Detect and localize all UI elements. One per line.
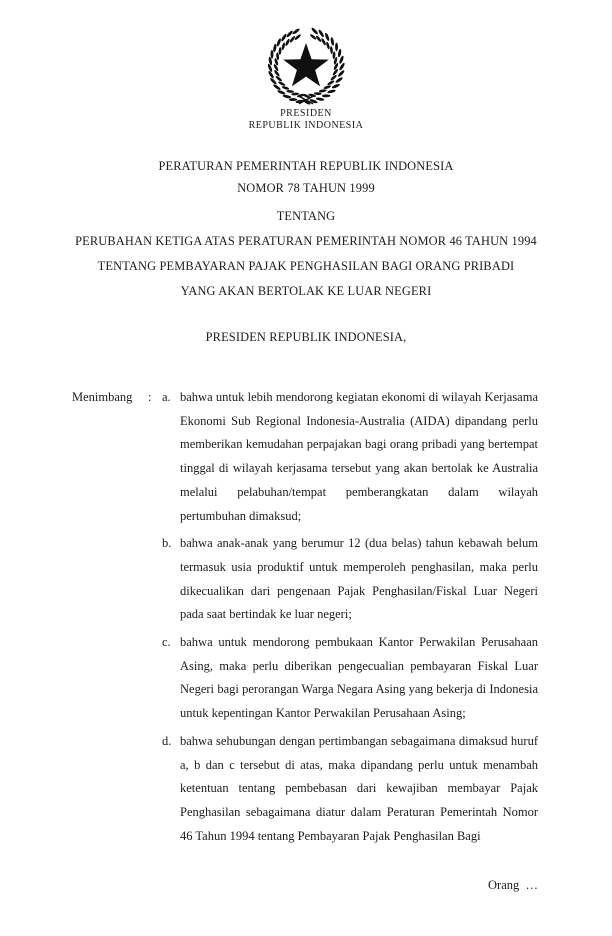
- letterhead-republik-indonesia: REPUBLIK INDONESIA: [248, 120, 364, 131]
- considering-section: [72, 386, 538, 848]
- considering-label: Menimbang: [72, 390, 133, 404]
- considering-items: [162, 386, 538, 848]
- considering-item-c: [162, 631, 538, 726]
- considering-colon: :: [148, 390, 152, 404]
- presidential-emblem: [0, 24, 612, 132]
- considering-item-b: [162, 532, 538, 627]
- item-marker-a: a.: [162, 390, 171, 404]
- letterhead-presiden: PRESIDEN: [280, 108, 332, 119]
- item-text-d: bahwa sehubungan dengan pertimbangan sebagaimana dimaksud huruf a, b dan c tersebut di atas, maka dipandang perlu untuk menambah ketentuan tentang pembebasan dari kewajiban membayar Pajak Penghasilan sebagaimana diatur dalam Peraturan Pemerintah Nomor 46 Tahun 1994 tentang Pembayaran Pajak Penghasilan Bagi: [180, 733, 538, 843]
- item-text-c: bahwa untuk mendorong pembukaan Kantor Perwakilan Perusahaan Asing, maka perlu diberikan pengecualian pembayaran Fiskal Luar Negeri bagi perorangan Warga Negara Asing yang bekerja di Indonesia untuk kepentingan Kantor Perwakilan Perusahaan Asing;: [180, 635, 538, 721]
- star-icon: [283, 43, 329, 86]
- item-marker-b: b.: [162, 536, 172, 551]
- subject-line-3: YANG AKAN BERTOLAK KE LUAR NEGERI: [180, 284, 432, 298]
- subject-line-1: PERUBAHAN KETIGA ATAS PERATURAN PEMERINTAH NOMOR 46 TAHUN 1994: [75, 234, 537, 248]
- regulation-number: NOMOR 78 TAHUN 1999: [237, 181, 375, 195]
- item-marker-c: c.: [162, 635, 171, 650]
- item-text-b: bahwa anak-anak yang berumur 12 (dua belas) tahun kebawah belum termasuk usia produktif untuk memperoleh penghasilan, maka perlu dikecualikan dari pengenaan Pajak Penghasilan/Fiskal Luar Negeri pada saat bertindak ke luar negeri;: [180, 536, 538, 622]
- tentang-label: TENTANG: [276, 209, 336, 223]
- item-text-a: bahwa untuk lebih mendorong kegiatan ekonomi di wilayah Kerjasama Ekonomi Sub Regional Indonesia-Australia (AIDA) dipandang perlu memberikan kemudahan perpajakan bagi orang pribadi yang bertempat tinggal di wilayah kerjasama tersebut yang akan bertolak ke Australia melalui pelabuhan/tempat pemberangkatan dalam wilayah pertumbuhan dimaksud;: [180, 390, 538, 523]
- subject-line-2: TENTANG PEMBAYARAN PAJAK PENGHASILAN BAGI ORANG PRIBADI: [97, 259, 515, 273]
- issuer-line: PRESIDEN REPUBLIK INDONESIA,: [205, 330, 407, 344]
- considering-item-a: [162, 386, 538, 528]
- item-marker-d: d.: [162, 733, 172, 748]
- considering-item-d: [162, 730, 538, 849]
- regulation-heading: PERATURAN PEMERINTAH REPUBLIK INDONESIA: [158, 159, 454, 173]
- star-in-wreath-icon: [264, 24, 348, 108]
- catchword: Orang …: [488, 878, 538, 892]
